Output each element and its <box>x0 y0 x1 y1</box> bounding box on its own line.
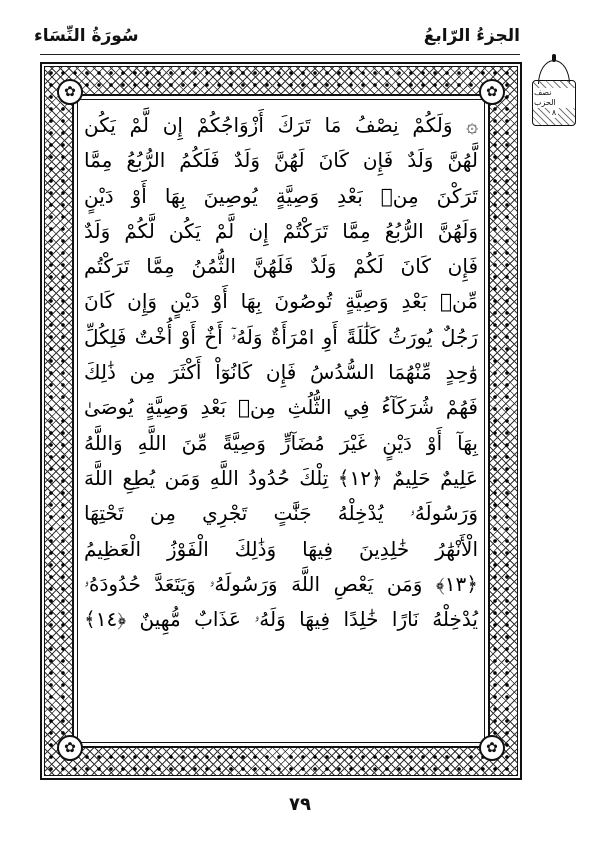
text-line: تَرَكْنَ مِنۢ بَعْدِ وَصِيَّةٍ يُوصِينَ بِهَا أَوْ دَيْنٍ <box>84 183 478 208</box>
text-line: الْأَنْهَٰرُ خَٰلِدِينَ فِيهَا وَذَٰلِكَ الْفَوْزُ الْعَظِيمُ <box>84 536 478 561</box>
surah-title: سُورَةُ النِّسَاء <box>34 26 139 46</box>
corner-rosette-icon <box>57 79 83 105</box>
marker-label: نصف الحزب <box>533 88 575 108</box>
quran-text <box>84 108 478 738</box>
corner-rosette-icon <box>479 735 505 761</box>
text-line: وَٰحِدٍ مِّنْهُمَا السُّدُسُ فَإِن كَانُوٓاْ أَكْثَرَ مِن ذَٰلِكَ <box>84 360 478 385</box>
text-line: ۞ وَلَكُمْ نِصْفُ مَا تَرَكَ أَزْوَاجُكُمْ إِن لَّمْ يَكُن <box>84 113 478 137</box>
text-line: رَجُلٌ يُورَثُ كَلَٰلَةً أَوِ امْرَأَةٌ وَلَهُۥٓ أَخٌ أَوْ أُخْتٌ فَلِكُلِّ <box>84 324 478 349</box>
text-line: بِهَآ أَوْ دَيْنٍ غَيْرَ مُضَآرٍّ وَصِيَّةً مِّنَ اللَّهِ وَاللَّهُ <box>84 430 478 455</box>
text-line: يُدْخِلْهُ نَارًا خَٰلِدًا فِيهَا وَلَهُۥ عَذَابٌ مُّهِينٌ ﴿١٤﴾ <box>84 607 478 632</box>
text-line: وَرَسُولَهُۥ يُدْخِلْهُ جَنَّٰتٍ تَجْرِي مِن تَحْتِهَا <box>84 501 478 526</box>
text-line: وَلَهُنَّ الرُّبُعُ مِمَّا تَرَكْتُمْ إِن لَّمْ يَكُن لَّكُمْ وَلَدٌ <box>84 218 478 243</box>
text-line: لَّهُنَّ وَلَدٌ فَإِن كَانَ لَهُنَّ وَلَدٌ فَلَكُمُ الرُّبُعُ مِمَّا <box>84 148 478 173</box>
juz-title: الجزءُ الرّابعُ <box>423 26 520 46</box>
corner-rosette-icon <box>57 735 83 761</box>
marker-number: ٨ <box>551 108 557 117</box>
hizb-marker <box>530 60 578 130</box>
page-header <box>34 26 520 52</box>
corner-rosette-icon <box>479 79 505 105</box>
text-line: مِّنۢ بَعْدِ وَصِيَّةٍ تُوصُونَ بِهَا أَوْ دَيْنٍ وَإِن كَانَ <box>84 289 478 314</box>
text-line: فَإِن كَانَ لَكُمْ وَلَدٌ فَلَهُنَّ الثُّمُنُ مِمَّا تَرَكْتُم <box>84 254 478 279</box>
text-line: ﴿١٣﴾ وَمَن يَعْصِ اللَّهَ وَرَسُولَهُۥ وَيَتَعَدَّ حُدُودَهُۥ <box>84 571 478 596</box>
header-divider <box>40 54 520 55</box>
text-line: عَلِيمٌ حَلِيمٌ ﴿١٢﴾ تِلْكَ حُدُودُ اللَّهِ وَمَن يُطِعِ اللَّهَ <box>84 465 478 490</box>
page-number: ٧٩ <box>289 794 311 815</box>
text-line: فَهُمْ شُرَكَآءُ فِي الثُّلُثِ مِنۢ بَعْدِ وَصِيَّةٍ يُوصَىٰ <box>84 395 478 420</box>
marker-body <box>532 80 576 126</box>
